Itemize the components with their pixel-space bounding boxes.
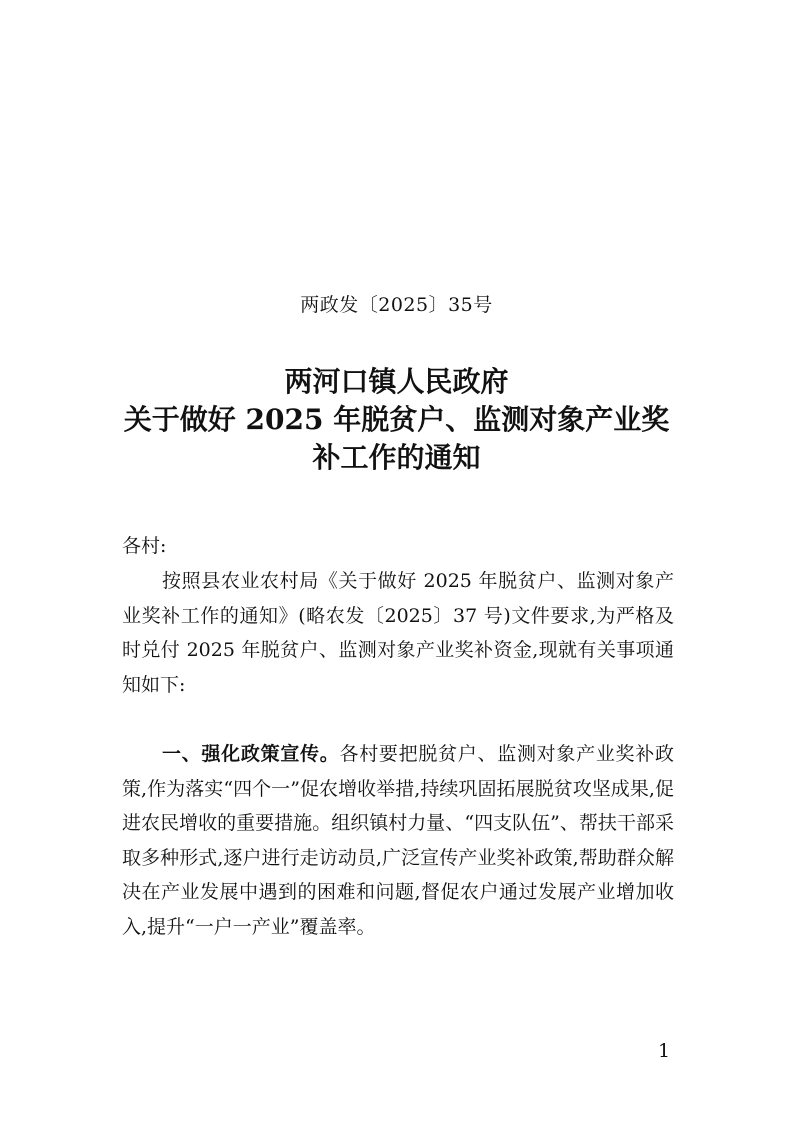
body-paragraph-intro bbox=[122, 564, 674, 702]
title-line-1: 两河口镇人民政府 bbox=[284, 365, 509, 398]
section-heading: 一、强化政策宣传。 bbox=[162, 743, 340, 765]
document-number: 两政发〔2025〕35号 bbox=[300, 294, 493, 316]
title-line-2: 关于做好 2025 年脱贫户、监测对象产业奖 bbox=[123, 403, 670, 436]
title-line-3: 补工作的通知 bbox=[312, 441, 481, 474]
page-number: 1 bbox=[658, 1040, 671, 1062]
paragraph-text: 按照县农业农村局《关于做好 2025 年脱贫户、监测对象产业奖补工作的通知》(略农发〔2025〕37 号)文件要求,为严格及时兑付 2025 年脱贫户、监测对象产业奖补资金,现就有关事项通知如下: bbox=[122, 570, 674, 696]
body-paragraph-publicity bbox=[122, 737, 674, 944]
document-title bbox=[60, 363, 733, 477]
salutation: 各村: bbox=[122, 535, 167, 557]
paragraph-text: 各村要把脱贫户、监测对象产业奖补政策,作为落实“四个一”促农增收举措,持续巩固拓展脱贫攻坚成果,促进农民增收的重要措施。组织镇村力量、“四支队伍”、帮扶干部采取多种形式,逐户进行走访动员,广泛宣传产业奖补政策,帮助群众解决在产业发展中遇到的困难和问题,督促农户通过发展产业增加收入,提升“一户一产业”覆盖率。 bbox=[122, 743, 674, 938]
